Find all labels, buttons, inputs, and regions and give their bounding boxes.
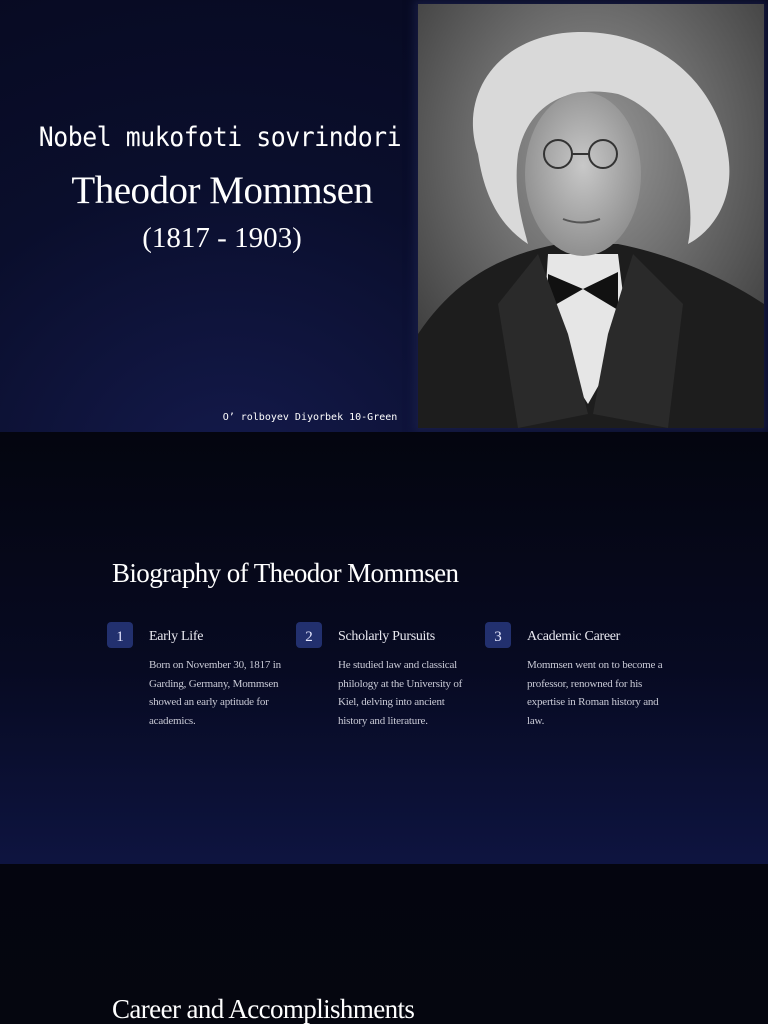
career-slide [0,864,768,1024]
step-title-academic-career: Academic Career [527,629,621,644]
step-title-early-life: Early Life [149,629,204,644]
career-heading: Career and Accomplishments [112,994,415,1024]
step-title-scholarly-pursuits: Scholarly Pursuits [338,629,435,644]
biography-heading: Biography of Theodor Mommsen [112,558,459,588]
slide-title: Theodor Mommsen [71,169,373,212]
step-number-badge: 1 [107,622,133,648]
step-body-academic-career: Mommsen went on to become a professor, renowned for his expertise in Roman history and law. [527,659,663,727]
life-years: (1817 - 1903) [142,222,302,254]
step-number-badge: 2 [296,622,322,648]
step-number-badge: 3 [485,622,511,648]
biography-slide [0,432,768,864]
portrait-photo [418,4,764,428]
step-body-scholarly-pursuits: He studied law and classical philology at the University of Kiel, delving into ancient history and literature. [338,659,463,727]
slide-subtitle: Nobel mukofoti sovrindori [38,122,402,153]
step-body-early-life: Born on November 30, 1817 in Garding, Germany, Mommsen showed an early aptitude for academics. [149,659,281,727]
title-slide [0,0,768,432]
portrait-illustration [418,4,764,428]
author-credit: O’ rolboyev Diyorbek 10-Green [222,412,398,423]
